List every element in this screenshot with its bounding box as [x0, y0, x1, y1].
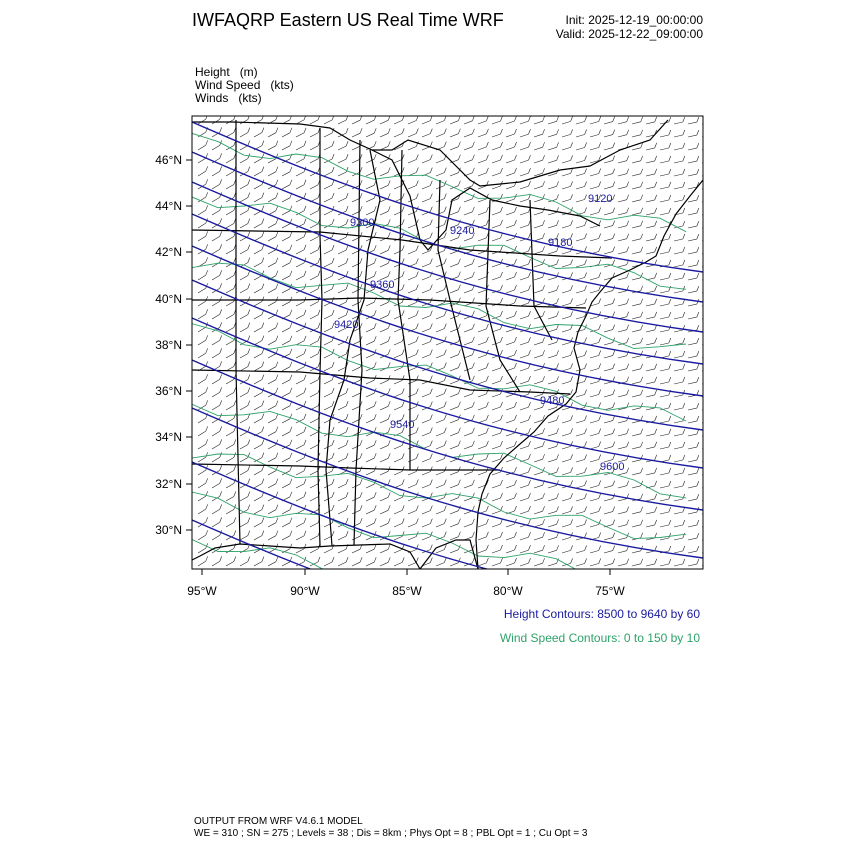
height-contour-label: 9420	[334, 319, 359, 331]
wind-barb-flag	[711, 494, 713, 499]
latitude-axis	[155, 153, 192, 537]
lon-label: 75°W	[595, 584, 625, 598]
lon-label: 85°W	[392, 584, 422, 598]
wind-barb-flag	[711, 247, 713, 252]
wind-barb-flag	[711, 364, 713, 369]
height-contour-label: 9600	[600, 461, 625, 473]
height-contour-label: 9480	[540, 395, 565, 407]
wind-barb-flag	[711, 377, 713, 382]
wind-barb-flag	[711, 130, 713, 135]
lon-label: 80°W	[493, 584, 523, 598]
field-label-wind-speed: Wind Speed (kts)	[195, 78, 294, 92]
lon-label: 95°W	[187, 584, 217, 598]
lat-label: 32°N	[155, 477, 182, 491]
wind-barb-flag	[711, 520, 713, 525]
lat-label: 42°N	[155, 245, 182, 259]
wind-barb-flag	[711, 559, 713, 564]
wind-barb-flag	[711, 208, 713, 213]
wind-barb-flag	[711, 468, 713, 473]
wind-barb-flag	[711, 195, 713, 200]
field-label-winds: Winds (kts)	[195, 91, 262, 105]
wind-barb-flag	[711, 338, 713, 343]
plot-title: IWFAQRP Eastern US Real Time WRF	[192, 10, 504, 30]
wind-barb-flag	[711, 403, 713, 408]
lat-label: 46°N	[155, 153, 182, 167]
height-contour-label: 9240	[450, 225, 475, 237]
height-contour-label: 9360	[370, 279, 395, 291]
wind-barb-flag	[711, 546, 713, 551]
wind-barb-flag	[711, 429, 713, 434]
wind-barb-flag	[711, 455, 713, 460]
model-info: OUTPUT FROM WRF V4.6.1 MODEL	[194, 816, 363, 827]
wind-barb-flag	[711, 169, 713, 174]
wind-barb-flag	[711, 260, 713, 265]
lat-label: 40°N	[155, 292, 182, 306]
init-time: Init: 2025-12-19_00:00:00	[565, 13, 703, 27]
wind-barb-flag	[711, 481, 713, 486]
wind-barb-flag	[711, 156, 713, 161]
height-contour-label: 9300	[350, 217, 375, 229]
wind-barb-flag	[711, 312, 713, 317]
wind-speed-contours-legend: Wind Speed Contours: 0 to 150 by 10	[499, 631, 700, 645]
wind-barb-flag	[711, 234, 713, 239]
wind-barb-flag	[711, 416, 713, 421]
lat-label: 34°N	[155, 430, 182, 444]
wind-barb-flag	[711, 286, 713, 291]
lat-label: 30°N	[155, 523, 182, 537]
wind-barb-flag	[711, 351, 713, 356]
field-label-height: Height (m)	[195, 65, 258, 79]
wind-barb-flag	[711, 507, 713, 512]
height-contours-legend: Height Contours: 8500 to 9640 by 60	[503, 607, 700, 621]
wind-barb-flag	[711, 117, 713, 122]
lat-label: 44°N	[155, 199, 182, 213]
height-contour-label: 9180	[548, 237, 573, 249]
lat-label: 38°N	[155, 338, 182, 352]
model-config: WE = 310 ; SN = 275 ; Levels = 38 ; Dis = 8km ; Phys Opt = 8 ; PBL Opt = 1 ; Cu Opt = 3	[194, 828, 588, 839]
wind-barb-flag	[711, 533, 713, 538]
wind-barb-flag	[711, 325, 713, 330]
valid-time: Valid: 2025-12-22_09:00:00	[555, 27, 703, 41]
height-contour-label: 9540	[390, 419, 415, 431]
height-contour-label: 9120	[588, 193, 613, 205]
lon-label: 90°W	[290, 584, 320, 598]
wind-barb-flag	[711, 390, 713, 395]
wind-barb-flag	[711, 273, 713, 278]
lat-label: 36°N	[155, 384, 182, 398]
wind-barb-flag	[711, 299, 713, 304]
wind-barb-flag	[711, 143, 713, 148]
wind-barb-flag	[711, 442, 713, 447]
longitude-axis	[187, 569, 625, 598]
wind-barb-flag	[711, 221, 713, 226]
wind-barb-flag	[711, 182, 713, 187]
